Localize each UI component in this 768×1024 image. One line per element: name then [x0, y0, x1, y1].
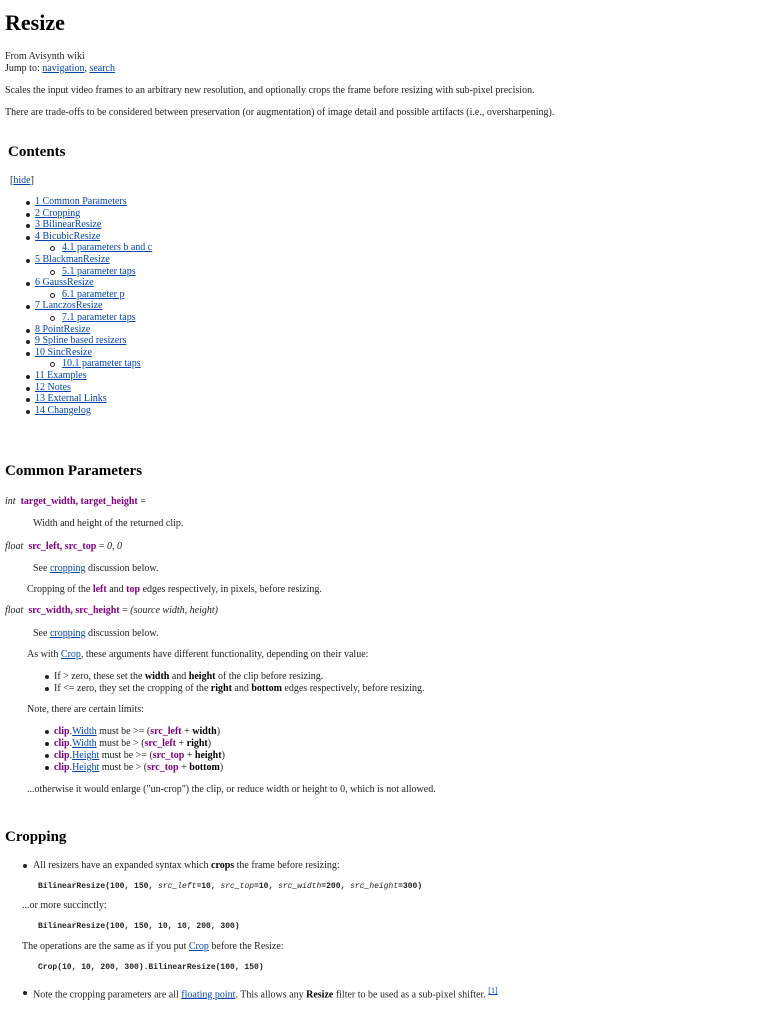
param-keyword: src_top	[147, 762, 179, 773]
floating-point-link[interactable]: floating point	[181, 989, 236, 1001]
property-link[interactable]: Width	[72, 738, 97, 749]
param-type: float	[5, 541, 24, 552]
param-src-left-top	[5, 541, 122, 552]
toc-link[interactable]: 2 Cropping	[35, 207, 81, 219]
clip-keyword: clip	[54, 750, 70, 761]
jump-separator: ,	[84, 63, 87, 74]
clip-keyword: clip	[54, 726, 70, 737]
search-link[interactable]: search	[89, 63, 115, 74]
see-text: See	[33, 563, 50, 574]
code-block-1	[38, 882, 422, 891]
list-item	[33, 986, 498, 1000]
as-with-text: As with	[27, 649, 61, 660]
code-part: =300)	[398, 882, 423, 891]
code-arg-name: src_top	[220, 882, 255, 891]
code-arg-name: src_left	[158, 882, 197, 891]
dot: .	[69, 726, 73, 737]
cropping-heading: Cropping	[5, 829, 67, 845]
property-link[interactable]: Width	[72, 726, 97, 737]
dot: .	[69, 738, 73, 749]
desc-and: and	[106, 584, 127, 595]
limit-item	[54, 750, 225, 761]
bullet-marker	[26, 329, 30, 333]
toc-link[interactable]: 10.1 parameter taps	[62, 358, 141, 370]
item-end: of the clip before resizing.	[215, 671, 324, 682]
paren-close: )	[216, 726, 221, 737]
param-target-size	[5, 496, 146, 507]
left-keyword: left	[92, 584, 107, 595]
list-item	[54, 671, 323, 682]
bullet-marker	[26, 224, 30, 228]
bound-keyword: bottom	[189, 762, 220, 773]
paren-close: )	[221, 750, 225, 761]
clip-keyword: clip	[54, 738, 70, 749]
bullet-marker	[26, 352, 30, 356]
limits-note: Note, there are certain limits:	[27, 704, 144, 715]
desc-end: edges respectively, in pixels, before resizing.	[140, 584, 322, 595]
toc-toggle	[10, 175, 34, 186]
crop-link[interactable]: Crop	[188, 941, 209, 952]
bound-keyword: width	[192, 726, 217, 737]
toc-link[interactable]: 6 GaussResize	[35, 277, 94, 289]
right-keyword: right	[210, 683, 232, 694]
cropping-link[interactable]: cropping	[49, 563, 86, 574]
limit-item	[54, 762, 223, 773]
item-text: If <= zero, they set the cropping of the	[54, 683, 211, 694]
as-with-text-end: , these arguments have different functionality, depending on their value:	[80, 649, 369, 660]
param-keyword: src_left	[150, 726, 182, 737]
bullet-marker	[50, 293, 55, 298]
bullet-marker	[26, 259, 30, 263]
code-block-3: Crop(10, 10, 200, 300).BilinearResize(100, 150)	[38, 963, 264, 972]
limit-item	[54, 726, 220, 737]
clip-keyword: clip	[54, 762, 70, 773]
toc-link[interactable]: 6.1 parameter p	[62, 288, 125, 300]
ops-text-end: before the Resize:	[208, 941, 284, 952]
item-end: edges respectively, before resizing.	[281, 683, 425, 694]
toc-link[interactable]: 8 PointResize	[35, 323, 91, 335]
item-text: . This allows any	[235, 989, 307, 1001]
param-names: src_left, src_top	[28, 541, 97, 552]
paren-close: )	[207, 738, 212, 749]
param-names: src_width, src_height	[28, 605, 120, 616]
plus: +	[181, 726, 193, 737]
toc-hide-link[interactable]: hide	[13, 175, 31, 186]
bullet-marker	[26, 340, 30, 344]
item-end: the frame before resizing:	[234, 860, 340, 871]
top-keyword: top	[126, 584, 141, 595]
toc-link[interactable]: 12 Notes	[35, 381, 71, 393]
item-text: If > zero, these set the	[54, 671, 145, 682]
toc-link[interactable]: 9 Spline based resizers	[35, 335, 127, 347]
toc-link[interactable]: 10 SincResize	[35, 346, 92, 358]
bullet-marker	[50, 246, 55, 251]
as-with-crop	[27, 649, 368, 660]
relation-text: must be > (	[96, 738, 145, 749]
bullet-marker	[45, 687, 49, 691]
limit-item	[54, 738, 211, 749]
param-equals: =	[96, 541, 107, 552]
relation-text: must be >= (	[99, 750, 153, 761]
intro-paragraph-2: There are trade-offs to be considered between preservation (or augmentation) of image detail and possible artifacts (i.e., oversharpening).	[5, 107, 555, 118]
bullet-marker	[26, 282, 30, 286]
ops-text: The operations are the same as if you put	[22, 941, 189, 952]
see-cropping-note-2	[33, 628, 158, 639]
toc-link[interactable]: 11 Examples	[35, 370, 87, 381]
operations-note	[22, 941, 284, 952]
code-part: BilinearResize(100, 150,	[38, 882, 159, 891]
code-block-2: BilinearResize(100, 150, 10, 10, 200, 300)	[38, 922, 240, 931]
navigation-link[interactable]: navigation	[42, 63, 85, 74]
bottom-keyword: bottom	[251, 683, 282, 694]
desc-text: Cropping of the	[27, 584, 93, 595]
bullet-marker	[45, 675, 49, 679]
common-parameters-heading: Common Parameters	[5, 463, 143, 479]
item-and: and	[231, 683, 252, 694]
param-keyword: src_left	[144, 738, 176, 749]
intro-paragraph-1: Scales the input video frames to an arbitrary new resolution, and optionally crops the frame before resizing with sub-pixel precision.	[5, 85, 535, 96]
bullet-marker	[26, 305, 30, 309]
item-text: All resizers have an expanded syntax which	[33, 860, 211, 871]
toc-link[interactable]: 7 LanczosResize	[35, 300, 103, 312]
toc-link[interactable]: 14 Changelog	[35, 404, 91, 416]
property-link[interactable]: Height	[72, 762, 100, 773]
toc-link[interactable]: 4 BicubicResize	[35, 230, 101, 242]
bullet-marker	[26, 236, 30, 240]
see-text: See	[33, 628, 50, 639]
toc-link[interactable]: 4.1 parameters b and c	[62, 242, 153, 254]
see-text-end: discussion below.	[85, 628, 159, 639]
bullet-marker	[45, 754, 49, 758]
see-text-end: discussion below.	[85, 563, 159, 574]
item-text: Note the cropping parameters are all	[33, 989, 182, 1001]
bullet-marker	[45, 766, 49, 770]
bullet-marker	[26, 387, 30, 391]
param-default: 0, 0	[106, 541, 122, 552]
bound-keyword: right	[186, 738, 208, 749]
relation-text: must be >= (	[96, 726, 151, 737]
param-type: int	[5, 496, 16, 507]
crops-keyword: crops	[211, 860, 235, 871]
code-part: =10,	[254, 882, 279, 891]
crop-link[interactable]: Crop	[60, 649, 81, 660]
toc-link[interactable]: 5.1 parameter taps	[62, 265, 136, 277]
resize-keyword: Resize	[306, 989, 334, 1001]
see-cropping-note-1	[33, 563, 158, 574]
param-default: (source width, height)	[130, 605, 218, 616]
width-keyword: width	[144, 671, 170, 682]
page-title: Resize	[5, 10, 65, 35]
bullet-marker	[26, 201, 30, 205]
paren-close: )	[219, 762, 224, 773]
bullet-marker	[23, 864, 27, 868]
bullet-marker	[23, 991, 27, 995]
site-subtitle: From Avisynth wiki	[5, 51, 85, 62]
param-equals: =	[119, 605, 131, 616]
param-names: target_width, target_height	[20, 496, 138, 507]
otherwise-note: ...otherwise it would enlarge ("un-crop") the clip, or reduce width or height to 0, which is not allowed.	[27, 784, 436, 795]
dot: .	[69, 762, 73, 773]
param-type: float	[5, 605, 24, 616]
cropping-link[interactable]: cropping	[49, 628, 86, 639]
param-src-width-height	[5, 605, 218, 616]
jump-to-label: Jump to:	[5, 63, 40, 74]
toc-toggle-open: [	[10, 175, 14, 186]
toc-link[interactable]: 1 Common Parameters	[35, 196, 127, 207]
reference-link[interactable]: [1]	[488, 986, 498, 995]
param-keyword: src_top	[152, 750, 185, 761]
list-item	[33, 860, 340, 871]
code-arg-name: src_width	[278, 882, 322, 891]
jump-links	[5, 63, 115, 74]
bullet-marker	[26, 410, 30, 414]
bullet-marker	[26, 213, 30, 217]
bound-keyword: height	[194, 750, 222, 761]
bullet-marker	[50, 362, 55, 367]
code-arg-name: src_height	[350, 882, 399, 891]
toc-link[interactable]: 7.1 parameter taps	[62, 312, 136, 323]
plus: +	[178, 762, 190, 773]
property-link[interactable]: Height	[72, 750, 100, 761]
param-target-size-desc: Width and height of the returned clip.	[33, 518, 184, 529]
bullet-marker	[45, 730, 49, 734]
param-equals: =	[137, 496, 146, 507]
height-keyword: height	[188, 671, 216, 682]
or-more-succinctly: ...or more succinctly:	[22, 900, 107, 911]
code-part: =200,	[321, 882, 351, 891]
relation-text: must be > (	[99, 762, 148, 773]
bullet-marker	[26, 375, 30, 379]
bullet-marker	[50, 270, 55, 275]
toc-link[interactable]: 13 External Links	[35, 393, 107, 405]
toc-heading: Contents	[8, 144, 66, 160]
bullet-marker	[45, 742, 49, 746]
code-part: =10,	[196, 882, 221, 891]
toc-link[interactable]: 5 BlackmanResize	[35, 254, 110, 265]
crop-left-top-desc	[27, 584, 322, 595]
toc-link[interactable]: 3 BilinearResize	[35, 219, 102, 231]
item-text: filter to be used as a sub-pixel shifter.	[333, 989, 489, 1001]
bullet-marker	[50, 316, 55, 321]
plus: +	[176, 738, 187, 749]
dot: .	[69, 750, 73, 761]
list-item	[54, 683, 425, 694]
bullet-marker	[26, 398, 30, 402]
plus: +	[184, 750, 195, 761]
toc-toggle-close: ]	[30, 175, 34, 186]
item-and: and	[169, 671, 189, 682]
